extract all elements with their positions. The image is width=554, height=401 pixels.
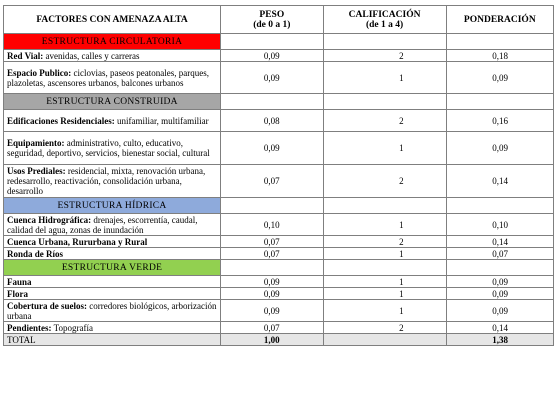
factor-cell	[4, 50, 221, 62]
header-ponderacion: PONDERACIÓN	[446, 6, 553, 34]
ponderacion-cell: 0,09	[446, 300, 553, 322]
total-label: TOTAL	[4, 334, 221, 346]
calificacion-cell: 2	[323, 110, 446, 132]
factor-description: ciclovias, paseos peatonales, parques, plazoletas, ascensores urbanos, balcones urbanos	[7, 67, 209, 88]
ponderacion-cell: 0,10	[446, 214, 553, 236]
ponderacion-cell: 0,09	[446, 276, 553, 288]
factor-cell	[4, 248, 221, 260]
section-empty-cell	[446, 198, 553, 214]
factor-row	[4, 236, 554, 248]
factor-name: Cuenca Hidrográfica:	[7, 214, 92, 225]
peso-cell: 0,10	[221, 214, 323, 236]
header-factores: FACTORES CON AMENAZA ALTA	[4, 6, 221, 34]
ponderacion-cell: 0,16	[446, 110, 553, 132]
factor-cell	[4, 300, 221, 322]
calificacion-cell: 2	[323, 50, 446, 62]
ponderacion-cell: 0,07	[446, 248, 553, 260]
factor-row	[4, 165, 554, 198]
factor-cell	[4, 322, 221, 334]
section-empty-cell	[446, 94, 553, 110]
section-empty-cell	[323, 260, 446, 276]
factor-cell	[4, 236, 221, 248]
section-title: ESTRUCTURA CIRCULATORIA	[4, 34, 221, 50]
header-calificacion-line1: CALIFICACIÓN	[348, 9, 421, 20]
section-header-row	[4, 34, 554, 50]
header-peso-line2: (de 0 a 1)	[253, 19, 291, 30]
factor-description: drenajes, escorrentía, caudal, calidad del agua, zonas de inundación	[7, 214, 198, 235]
factor-row	[4, 50, 554, 62]
peso-cell: 0,07	[221, 236, 323, 248]
section-title: ESTRUCTURA HÍDRICA	[4, 198, 221, 214]
peso-cell: 0,09	[221, 62, 323, 94]
factor-cell	[4, 132, 221, 165]
header-peso	[221, 6, 323, 34]
section-empty-cell	[446, 34, 553, 50]
total-peso: 1,00	[221, 334, 323, 346]
factor-description: administrativo, culto, educativo, seguridad, deportivo, servicios, bienestar social, cultural	[7, 138, 210, 158]
factor-name: Cuenca Urbana, Rururbana y Rural	[7, 236, 148, 247]
total-calificacion-empty	[323, 334, 446, 346]
calificacion-cell: 1	[323, 62, 446, 94]
factor-row	[4, 62, 554, 94]
factor-cell	[4, 110, 221, 132]
factor-name: Red Vial:	[7, 50, 44, 61]
factor-name: Ronda de Ríos	[7, 248, 64, 259]
header-calificacion-line2: (de 1 a 4)	[365, 19, 404, 30]
factor-name: Equipamiento:	[7, 138, 65, 148]
factor-cell	[4, 165, 221, 198]
ponderacion-cell: 0,18	[446, 50, 553, 62]
factor-name: Espacio Publico:	[7, 67, 72, 78]
factor-name: Usos Prediales:	[7, 166, 66, 176]
factores-table	[3, 5, 554, 346]
peso-cell: 0,07	[221, 165, 323, 198]
calificacion-cell: 2	[323, 236, 446, 248]
total-row	[4, 334, 554, 346]
peso-cell: 0,09	[221, 50, 323, 62]
calificacion-cell: 1	[323, 276, 446, 288]
factor-row	[4, 214, 554, 236]
factor-row	[4, 110, 554, 132]
section-header-row	[4, 260, 554, 276]
ponderacion-cell: 0,09	[446, 132, 553, 165]
calificacion-cell: 1	[323, 248, 446, 260]
ponderacion-cell: 0,09	[446, 62, 553, 94]
peso-cell: 0,09	[221, 276, 323, 288]
calificacion-cell: 1	[323, 132, 446, 165]
factor-row	[4, 288, 554, 300]
factor-name: Cobertura de suelos:	[7, 300, 87, 311]
peso-cell: 0,08	[221, 110, 323, 132]
factor-row	[4, 322, 554, 334]
factor-description: unifamiliar, multifamiliar	[114, 115, 209, 126]
table-header-row	[4, 6, 554, 34]
ponderacion-cell: 0,09	[446, 288, 553, 300]
factor-row	[4, 300, 554, 322]
section-title: ESTRUCTURA VERDE	[4, 260, 221, 276]
section-empty-cell	[221, 94, 323, 110]
factor-name: Flora	[7, 288, 28, 299]
ponderacion-cell: 0,14	[446, 165, 553, 198]
section-title: ESTRUCTURA CONSTRUIDA	[4, 94, 221, 110]
calificacion-cell: 2	[323, 322, 446, 334]
section-empty-cell	[221, 198, 323, 214]
peso-cell: 0,09	[221, 132, 323, 165]
total-ponderacion: 1,38	[446, 334, 553, 346]
section-empty-cell	[221, 34, 323, 50]
factor-row	[4, 132, 554, 165]
header-calificacion	[323, 6, 446, 34]
section-empty-cell	[221, 260, 323, 276]
calificacion-cell: 1	[323, 300, 446, 322]
section-empty-cell	[323, 198, 446, 214]
section-empty-cell	[323, 34, 446, 50]
ponderacion-cell: 0,14	[446, 236, 553, 248]
header-peso-line1: PESO	[259, 9, 285, 20]
factor-description: Topografía	[51, 322, 93, 333]
factor-description: avenidas, calles y carreras	[43, 50, 140, 61]
factor-cell	[4, 214, 221, 236]
factor-cell	[4, 288, 221, 300]
factor-row	[4, 276, 554, 288]
calificacion-cell: 2	[323, 165, 446, 198]
calificacion-cell: 1	[323, 214, 446, 236]
peso-cell: 0,07	[221, 248, 323, 260]
factor-name: Pendientes:	[7, 322, 52, 333]
factor-name: Edificaciones Residenciales:	[7, 115, 115, 126]
peso-cell: 0,09	[221, 300, 323, 322]
section-header-row	[4, 198, 554, 214]
peso-cell: 0,07	[221, 322, 323, 334]
calificacion-cell: 1	[323, 288, 446, 300]
section-empty-cell	[446, 260, 553, 276]
factor-cell	[4, 276, 221, 288]
section-empty-cell	[323, 94, 446, 110]
section-header-row	[4, 94, 554, 110]
sections-body	[4, 34, 554, 334]
factor-row	[4, 248, 554, 260]
factor-cell	[4, 62, 221, 94]
factor-description: corredores biológicos, arborización urbana	[7, 300, 217, 321]
ponderacion-cell: 0,14	[446, 322, 553, 334]
factor-name: Fauna	[7, 276, 32, 287]
peso-cell: 0,09	[221, 288, 323, 300]
factor-description: residencial, mixta, renovación urbana, redesarrollo, reactivación, consolidación urbana, desarrollo	[7, 166, 206, 196]
